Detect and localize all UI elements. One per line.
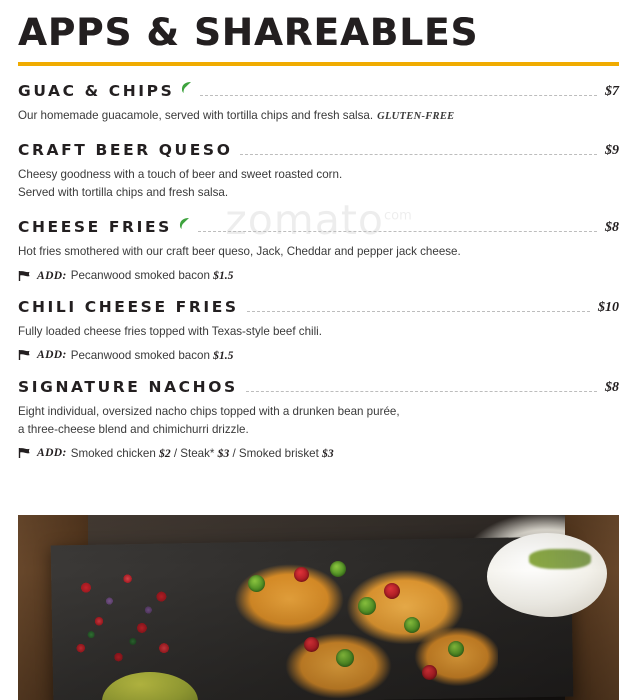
item-description	[18, 403, 619, 439]
addon-description: Pecanwood smoked bacon	[70, 348, 210, 362]
description-line: Fully loaded cheese fries topped with Texas-style beef chili.	[18, 325, 322, 339]
item-price: $10	[598, 300, 619, 316]
description-text: Our homemade guacamole, served with tortilla chips and fresh salsa.	[18, 108, 374, 122]
menu-item	[18, 202, 619, 282]
leader-dots	[240, 153, 597, 155]
menu-header	[0, 0, 637, 66]
menu-item	[18, 125, 619, 202]
item-description	[18, 166, 619, 202]
menu-item	[18, 282, 619, 362]
item-headline	[18, 218, 619, 236]
flag-icon	[18, 447, 31, 459]
photo-vignette	[18, 515, 619, 700]
item-headline	[18, 298, 619, 316]
description-line: Eight individual, oversized nacho chips topped with a drunken bean purée,	[18, 404, 400, 418]
item-price: $9	[605, 143, 619, 159]
item-description	[18, 323, 619, 341]
addon-text	[71, 349, 234, 362]
item-name: SIGNATURE NACHOS	[18, 377, 238, 396]
description-line: Hot fries smothered with our craft beer queso, Jack, Cheddar and pepper jack cheese.	[18, 245, 461, 259]
item-headline	[18, 378, 619, 396]
item-name: CHILI CHEESE FRIES	[18, 298, 239, 317]
addon-text	[71, 447, 334, 460]
item-addon	[18, 269, 619, 282]
addon-price: $3	[322, 446, 334, 460]
flag-icon	[18, 270, 31, 282]
addon-label: ADD:	[37, 349, 67, 362]
item-addon	[18, 349, 619, 362]
item-name: CRAFT BEER QUESO	[18, 141, 233, 160]
addon-text	[71, 269, 234, 282]
page-title: APPS & SHAREABLES	[18, 11, 479, 54]
addon-price: $3	[217, 446, 230, 460]
addon-price: $2	[159, 446, 171, 460]
menu-items-list	[0, 66, 637, 460]
description-line: a three-cheese blend and chimichurri drizzle.	[18, 422, 249, 436]
dish-photo	[18, 515, 619, 700]
photo-background	[18, 515, 619, 700]
leader-dots	[247, 310, 590, 312]
leaf-icon	[179, 217, 190, 235]
gluten-free-tag: GLUTEN-FREE	[377, 110, 455, 122]
description-line	[18, 107, 619, 125]
addon-price: $1.5	[213, 269, 234, 283]
addon-label: ADD:	[37, 447, 67, 460]
leader-dots	[246, 390, 597, 392]
item-addon	[18, 447, 619, 460]
item-headline	[18, 141, 619, 159]
watermark-suffix: com	[384, 208, 412, 224]
item-description	[18, 243, 619, 261]
item-price: $8	[605, 220, 619, 236]
addon-description: / Steak*	[170, 446, 218, 460]
item-price: $8	[605, 379, 619, 395]
item-name: GUAC & CHIPS	[18, 81, 175, 100]
addon-label: ADD:	[37, 269, 67, 282]
item-price: $7	[605, 83, 619, 99]
item-description	[18, 107, 619, 125]
addon-description: / Smoked brisket	[229, 446, 323, 460]
description-line: Served with tortilla chips and fresh salsa.	[18, 186, 229, 200]
addon-description: Pecanwood smoked bacon	[70, 269, 210, 283]
addon-price: $1.5	[213, 348, 234, 362]
menu-item	[18, 66, 619, 125]
item-headline	[18, 82, 619, 100]
item-name: CHEESE FRIES	[18, 218, 172, 237]
leaf-icon	[181, 81, 192, 99]
description-line: Cheesy goodness with a touch of beer and sweet roasted corn.	[18, 168, 343, 182]
menu-item	[18, 362, 619, 460]
leader-dots	[200, 94, 597, 96]
leader-dots	[198, 230, 597, 232]
flag-icon	[18, 349, 31, 361]
addon-description: Smoked chicken	[70, 446, 160, 460]
watermark-text: zomato	[225, 196, 385, 244]
